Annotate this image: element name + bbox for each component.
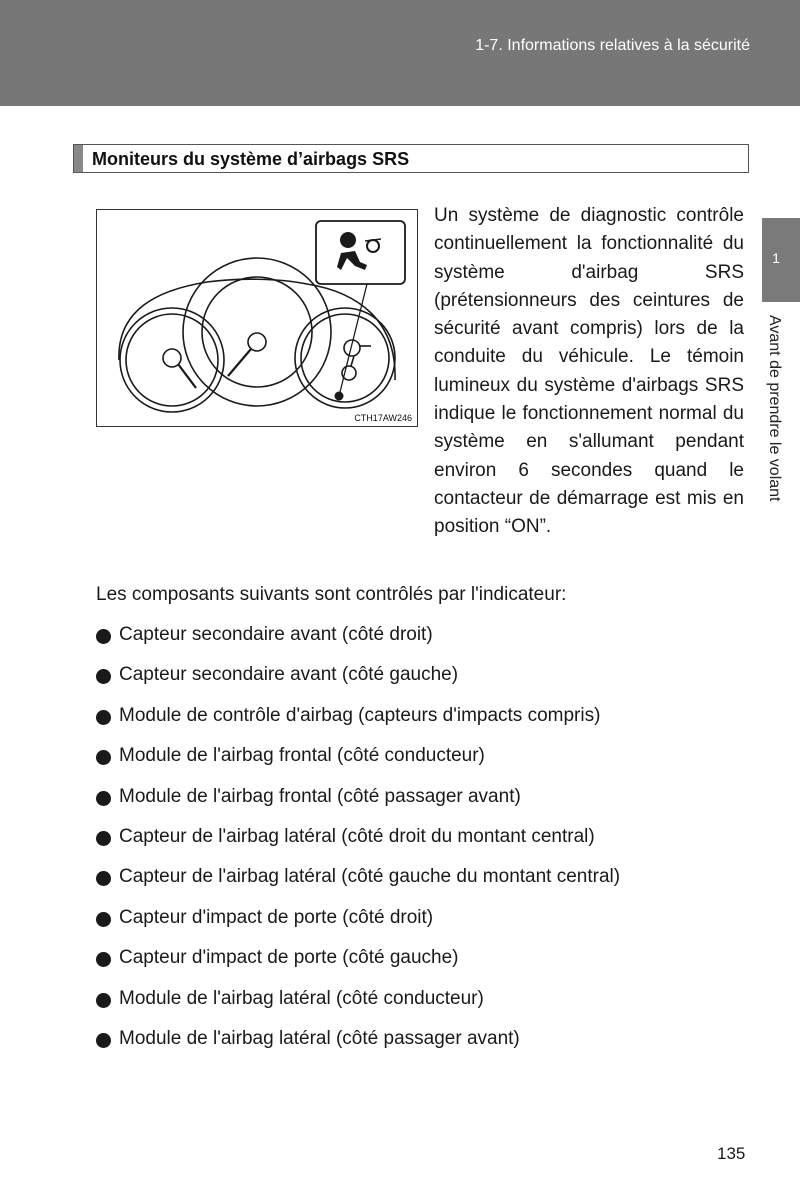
instrument-cluster-illustration bbox=[97, 210, 417, 426]
bullet-icon bbox=[96, 791, 111, 806]
chapter-tab bbox=[762, 218, 800, 302]
list-item-text: Capteur d'impact de porte (côté gauche) bbox=[119, 947, 459, 969]
list-item bbox=[96, 1028, 620, 1068]
list-item-text: Module de l'airbag latéral (côté conducteur) bbox=[119, 987, 484, 1009]
chapter-number: 1 bbox=[772, 250, 780, 266]
list-item bbox=[96, 866, 620, 906]
left-gauge bbox=[120, 308, 224, 412]
list-item-text: Module de contrôle d'airbag (capteurs d'impacts compris) bbox=[119, 704, 601, 726]
list-item-text: Capteur secondaire avant (côté gauche) bbox=[119, 664, 459, 686]
component-list bbox=[96, 624, 620, 1068]
list-item-text: Capteur de l'airbag latéral (côté droit du montant central) bbox=[119, 825, 595, 847]
instrument-cluster-figure bbox=[96, 209, 418, 427]
header-section-title: 1-7. Informations relatives à la sécurité bbox=[475, 37, 750, 54]
heading-accent-bar bbox=[74, 145, 83, 172]
chapter-label: Avant de prendre le volant bbox=[766, 315, 783, 502]
list-item-text: Module de l'airbag latéral (côté passager avant) bbox=[119, 1027, 520, 1049]
bullet-icon bbox=[96, 750, 111, 765]
callout-box bbox=[316, 221, 405, 284]
heading-title: Moniteurs du système d’airbags SRS bbox=[92, 149, 410, 169]
right-gauge bbox=[295, 308, 395, 408]
bullet-icon bbox=[96, 710, 111, 725]
airbag-warning-icon bbox=[337, 232, 381, 270]
section-heading bbox=[73, 144, 749, 173]
bullet-icon bbox=[96, 669, 111, 684]
list-item bbox=[96, 826, 620, 866]
list-item bbox=[96, 947, 620, 987]
bullet-icon bbox=[96, 831, 111, 846]
page-number: 135 bbox=[717, 1144, 746, 1163]
bullet-icon bbox=[96, 1033, 111, 1048]
bullet-icon bbox=[96, 993, 111, 1008]
figure-caption: CTH17AW246 bbox=[354, 413, 412, 423]
components-lead: Les composants suivants sont contrôlés par l'indicateur: bbox=[96, 584, 567, 605]
list-item bbox=[96, 624, 620, 664]
list-item bbox=[96, 705, 620, 745]
list-item-text: Module de l'airbag frontal (côté conducteur) bbox=[119, 745, 485, 767]
list-item bbox=[96, 664, 620, 704]
bullet-icon bbox=[96, 871, 111, 886]
bullet-icon bbox=[96, 912, 111, 927]
list-item-text: Capteur d'impact de porte (côté droit) bbox=[119, 906, 434, 928]
list-item bbox=[96, 988, 620, 1028]
list-item bbox=[96, 786, 620, 826]
list-item bbox=[96, 907, 620, 947]
intro-paragraph: Un système de diagnostic contrôle continuellement la fonctionnalité du système d'airbag SRS (prétensionneurs des ceintures de sécurité avant compris) lors de la conduite du véhicule. Le témoin lumineux du système d'airbags SRS indique le fonctionnement normal du système en s'allumant pendant environ 6 secondes quand le contacteur de démarrage est mis en position “ON”. bbox=[434, 205, 744, 538]
list-item-text: Capteur de l'airbag latéral (côté gauche du montant central) bbox=[119, 866, 621, 888]
list-item bbox=[96, 745, 620, 785]
header-band bbox=[0, 0, 800, 106]
list-item-text: Module de l'airbag frontal (côté passager avant) bbox=[119, 785, 521, 807]
bullet-icon bbox=[96, 629, 111, 644]
bullet-icon bbox=[96, 952, 111, 967]
list-item-text: Capteur secondaire avant (côté droit) bbox=[119, 624, 433, 645]
